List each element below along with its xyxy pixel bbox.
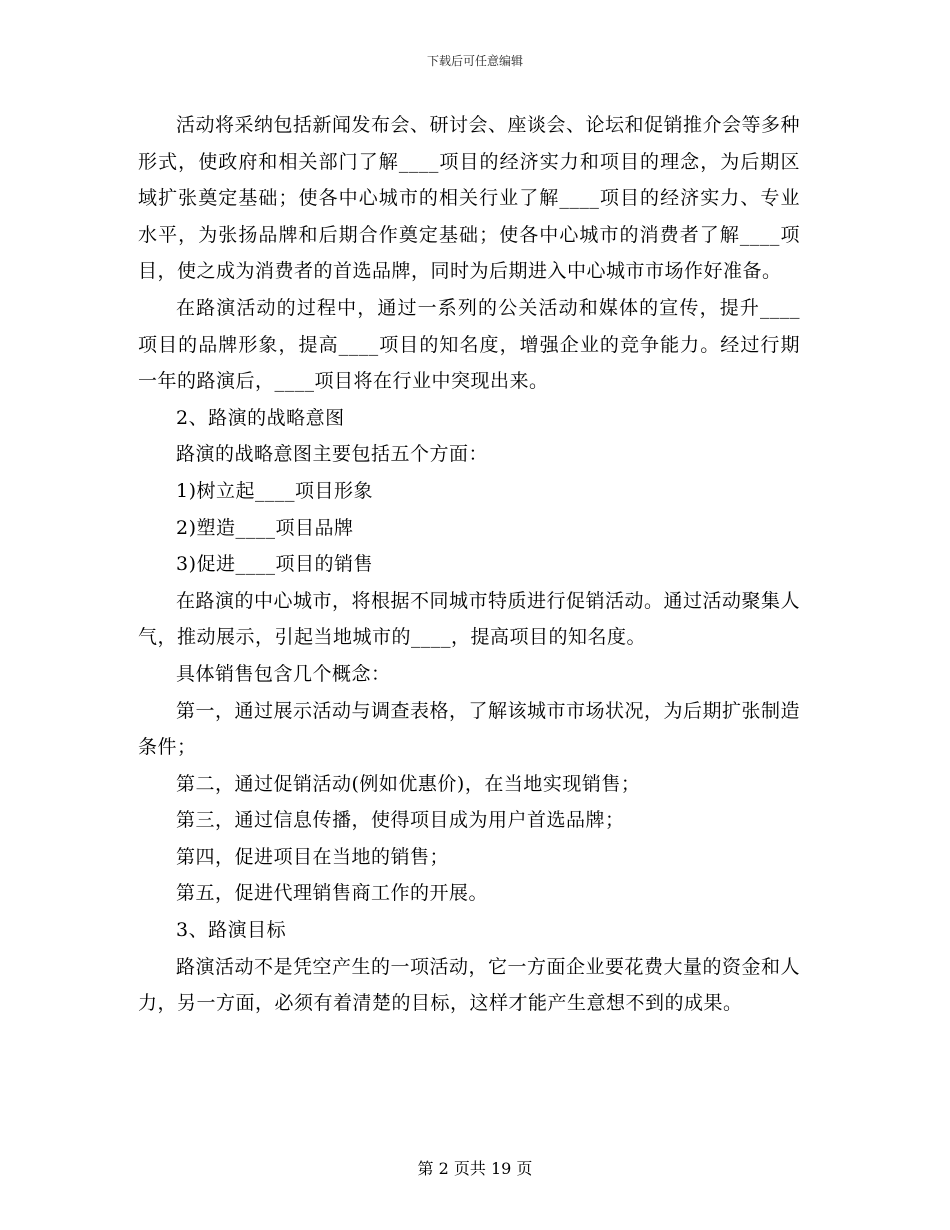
paragraph-promotion: 在路演的中心城市，将根据不同城市特质进行促销活动。通过活动聚集人气，推动展示，引起当地城市的____，提高项目的知名度。 bbox=[138, 589, 801, 649]
paragraph-goals: 路演活动不是凭空产生的一项活动，它一方面企业要花费大量的资金和人力，另一方面，必须有着清楚的目标，这样才能产生意想不到的成果。 bbox=[138, 955, 801, 1015]
paragraph-concept-first: 第一，通过展示活动与调查表格，了解该城市市场状况，为后期扩张制造条件； bbox=[138, 699, 801, 759]
paragraph-concept-second: 第二，通过促销活动(例如优惠价)，在当地实现销售； bbox=[176, 772, 641, 795]
paragraph-concept-third: 第三，通过信息传播，使得项目成为用户首选品牌； bbox=[176, 809, 625, 832]
paragraph-strategic-intent-intro: 路演的战略意图主要包括五个方面： bbox=[176, 443, 489, 466]
paragraph-roadshow-process: 在路演活动的过程中，通过一系列的公关活动和媒体的宣传，提升____项目的品牌形象，提高____项目的知名度，增强企业的竞争能力。经过行期一年的路演后，____项目将在行业中突现出来。 bbox=[138, 296, 800, 393]
list-item-sales: 3)促进____项目的销售 bbox=[176, 553, 374, 576]
paragraph-concept-fourth: 第四，促进项目在当地的销售； bbox=[176, 845, 450, 868]
page-footer: 第 2 页共 19 页 bbox=[417, 1159, 533, 1178]
paragraph-sales-concepts: 具体销售包含几个概念： bbox=[176, 662, 391, 685]
paragraph-activity-forms: 活动将采纳包括新闻发布会、研讨会、座谈会、论坛和促销推介会等多种形式，使政府和相关部门了解____项目的经济实力和项目的理念，为后期区域扩张奠定基础；使各中心城市的相关行业了解____项目的经济实力、专业水平，为张扬品牌和后期合作奠定基础；使各中心城市的消费者了解____项目，使之成为消费者的首选品牌，同时为后期进入中心城市市场作好准备。 bbox=[138, 114, 801, 283]
paragraph-concept-fifth: 第五，促进代理销售商工作的开展。 bbox=[176, 882, 489, 905]
list-item-brand: 2)塑造____项目品牌 bbox=[176, 516, 354, 539]
document-body bbox=[138, 107, 800, 1022]
page-header: 下载后可任意编辑 bbox=[426, 54, 523, 68]
section-heading-goals: 3、路演目标 bbox=[176, 919, 287, 942]
section-heading-strategic-intent: 2、路演的战略意图 bbox=[176, 406, 345, 429]
list-item-image: 1)树立起____项目形象 bbox=[176, 479, 374, 502]
